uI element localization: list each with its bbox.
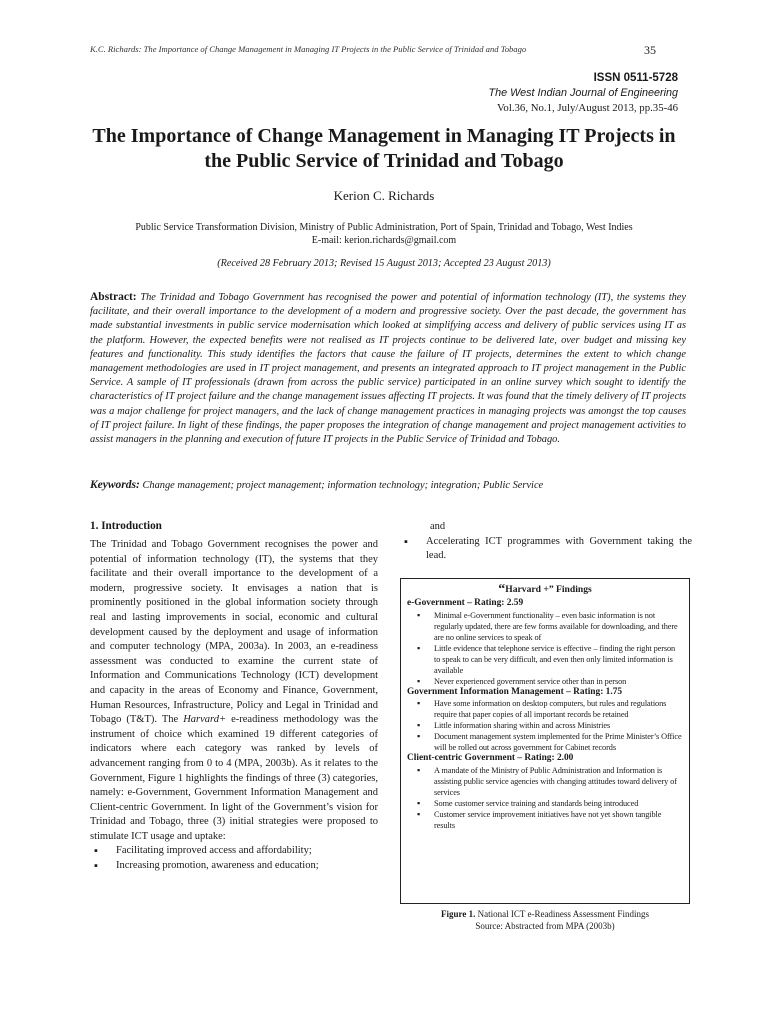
finding-item: ▪ Customer service improvement initiatives have not yet shown tangible results [407, 809, 683, 831]
author-affiliation [80, 221, 688, 247]
abstract-label: Abstract: [90, 291, 137, 303]
list-item: ▪ Accelerating ICT programmes with Government taking the lead. [400, 535, 692, 564]
journal-info [378, 70, 678, 116]
list-continuation: and [430, 521, 446, 532]
category-findings [407, 610, 683, 687]
list-item: ▪ Facilitating improved access and affordability; [90, 844, 378, 859]
abstract [90, 290, 686, 447]
journal-volume: Vol.36, No.1, July/August 2013, pp.35-46 [497, 102, 678, 114]
author-email[interactable]: E-mail: kerion.richards@gmail.com [311, 235, 457, 246]
submission-dates: (Received 28 February 2013; Revised 15 August 2013; Accepted 23 August 2013) [217, 258, 551, 269]
keywords-text: Change management; project management; information technology; integration; Public Service [142, 480, 544, 491]
figure-caption [400, 909, 690, 932]
affiliation-text: Public Service Transformation Division, Ministry of Public Administration, Port of Spain, Trinidad and Tobago, West Indies [135, 222, 633, 233]
journal-name: The West Indian Journal of Engineering [488, 87, 678, 99]
intro-text-part-a: The Trinidad and Tobago Government recognises the power and potential of information technology (IT), the systems that they facilitate and their overall importance to the development of a modern, progressive society. It envisages a nation that is prominently positioned in the global information society through real and lasting improvements in social, economic and cultural development caused by the deployment and usage of information and computer technology (MPA, 2003a). In 2003, an e-readiness assessment was conducted to examine the current state of Information and Communications Technology (ICT) development and capacity in the areas of Economy and Finance, Government, Human Resources, Infrastructure, Policy and Legal in Trinidad and Tobago (T&T). The [90, 539, 378, 726]
finding-item: ▪ Never experienced government service other than in person [407, 676, 683, 687]
category-heading: e-Government – Rating: 2.59 [407, 598, 524, 608]
list-item: ▪ Increasing promotion, awareness and education; [90, 859, 378, 874]
issn: ISSN 0511-5728 [593, 72, 678, 84]
keywords-label: Keywords: [90, 479, 140, 491]
page-number: 35 [644, 43, 656, 57]
category-heading: Client-centric Government – Rating: 2.00 [407, 753, 574, 764]
figure-title-text: Harvard +” Findings [505, 584, 592, 595]
strategy-list [90, 844, 378, 873]
abstract-text: The Trinidad and Tobago Government has recognised the power and potential of information technology (IT), the systems they facilitate, and their overall importance to the development of a modern and progressive society. Over the past decade, the government has made substantial investments in public service modernisation which looked at simplifying access and delivery of public services using IT as the platform. However, the expected benefits were not realised as IT projects continue to be delivered late, over budget and missing key features and functionality. This study identifies the factors that cause the failure of IT projects, determines the extent to which change management methodologies are used in IT project management, and presents an integrated approach to IT project management in the Public Service. A sample of IT professionals (drawn from across the public service) participated in an online survey which sought to identify the characteristics of IT project failure and the change management issues affecting IT projects. It was found that the timely delivery of IT projects was a major challenge for project managers, and the lack of change management practices in managing projects was amongst the top causes of IT project failure. In light of these findings, the paper proposes the integration of change management and project management activities to assist managers in the planning and execution of future IT projects in the Public Service of Trinidad and Tobago. [90, 292, 686, 446]
category-findings [407, 765, 683, 831]
caption-text: National ICT e-Readiness Assessment Findings [475, 909, 649, 919]
finding-item: ▪ Document management system implemented for the Prime Minister’s Office will be rolled out across government for Cabinet records [407, 731, 683, 753]
paper-title: The Importance of Change Management in Managing IT Projects in the Public Service of Trinidad and Tobago [92, 125, 676, 172]
category-findings [407, 698, 683, 753]
keywords [90, 479, 686, 491]
finding-item: ▪ Some customer service training and standards being introduced [407, 798, 683, 809]
caption-label: Figure 1. [441, 909, 476, 919]
finding-item: ▪ Little information sharing within and across Ministries [407, 720, 683, 731]
running-header: K.C. Richards: The Importance of Change Management in Managing IT Projects in the Public Service of Trinidad and Tobago [90, 44, 527, 54]
finding-item: ▪ Minimal e-Government functionality – even basic information is not regularly updated, there are few forms available for downloading, and there are no online services to speak of [407, 610, 683, 643]
right-column [400, 520, 692, 564]
figure-1-box [400, 578, 690, 904]
category-heading: Government Information Management – Rating: 1.75 [407, 686, 623, 697]
caption-source: Source: Abstracted from MPA (2003b) [475, 920, 615, 931]
left-column [90, 520, 378, 874]
author-name: Kerion C. Richards [333, 188, 435, 203]
finding-item: ▪ Have some information on desktop computers, but rules and regulations require that paper copies of all important records be retained [407, 698, 683, 720]
strategy-list-continued [400, 535, 692, 564]
caption-line [400, 909, 690, 921]
finding-item: ▪ Little evidence that telephone service is effective – finding the right person to speak to can be very difficult, and even then only limited information is available [407, 643, 683, 676]
intro-text-part-b: e-readiness methodology was the instrument of choice which examined 19 different categories of indicators where each category was ranked by levels of advancement ranging from 0 to 4 (MPA, 2003b). As it relates to the Government, Figure 1 highlights the findings of three (3) categories, namely: e-Government, Government Information Management and Client-centric Government. In light of the Government’s vision for Trinidad and Tobago, three (3) initial strategies were proposed to stimulate ICT usage and uptake: [90, 714, 379, 842]
figure-box-title [407, 583, 683, 596]
section-heading-introduction: 1. Introduction [90, 520, 162, 532]
intro-text-harvard: Harvard+ [183, 714, 227, 726]
intro-paragraph [90, 538, 378, 844]
finding-item: ▪ A mandate of the Ministry of Public Administration and Information is assisting public service agencies with changing attitudes toward delivery of services [407, 765, 683, 798]
figure-title-quote: “ [498, 582, 506, 597]
